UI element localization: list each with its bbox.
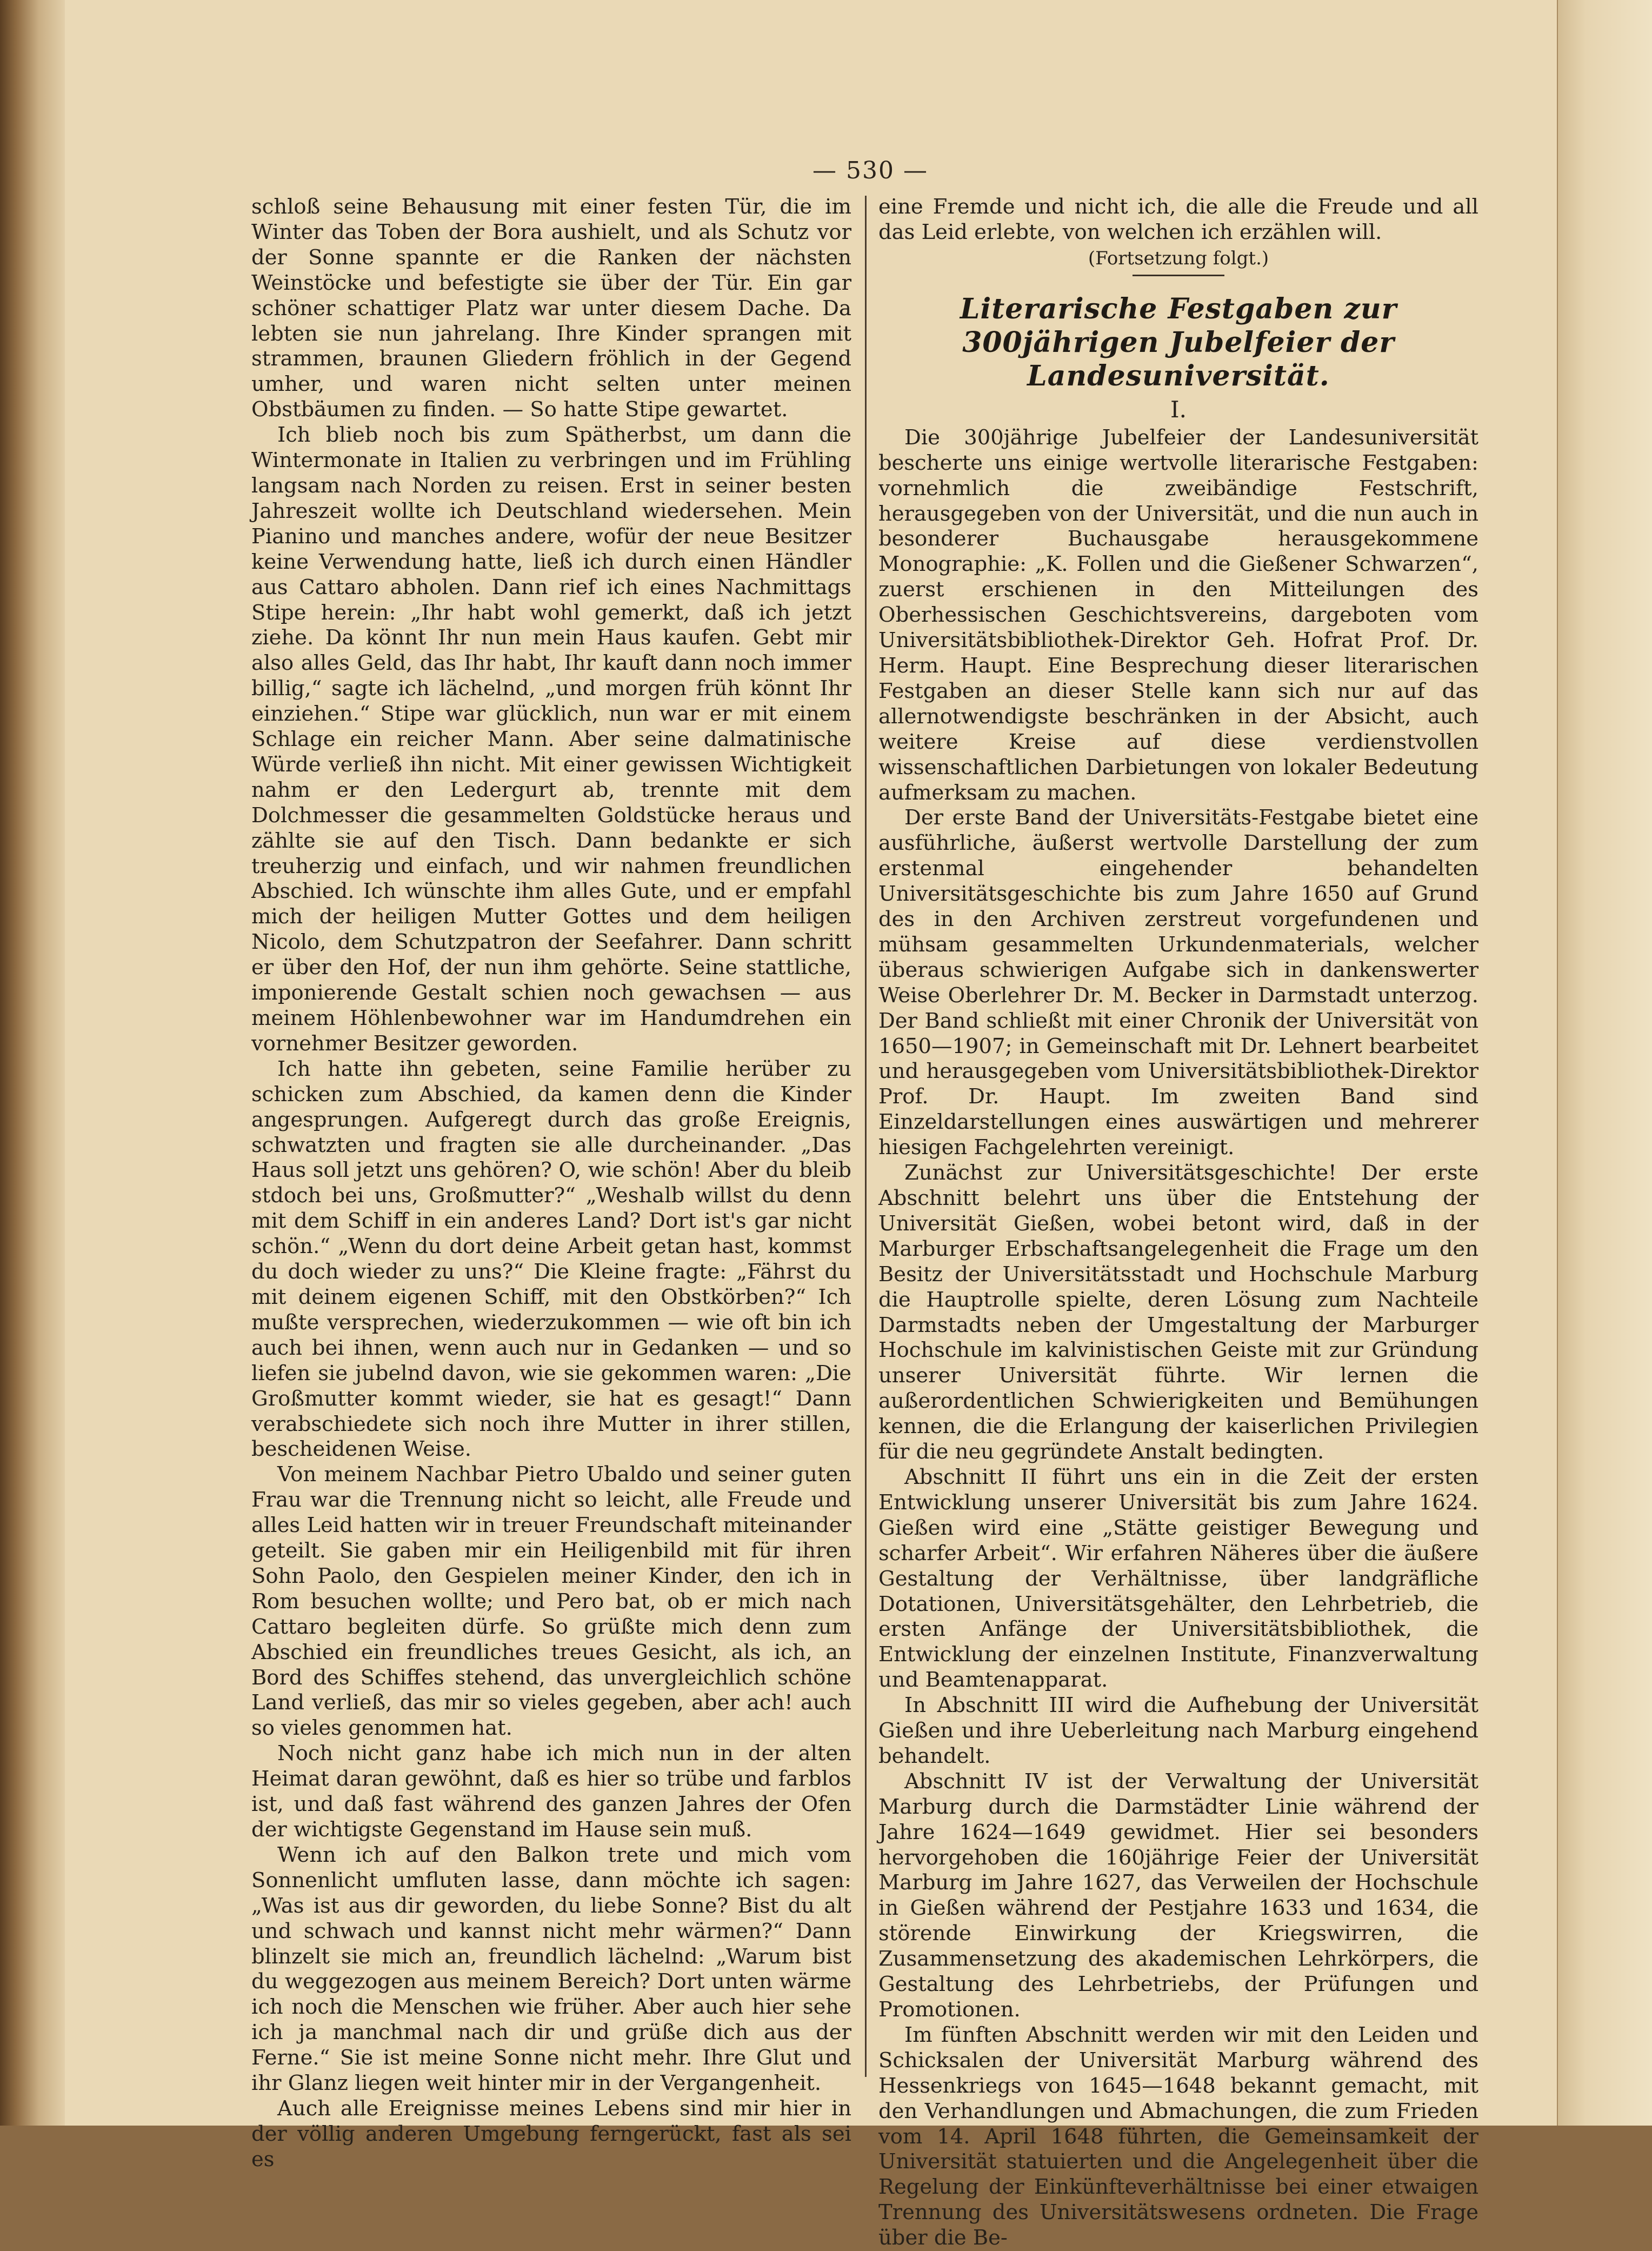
facing-page-edge	[1557, 0, 1652, 2126]
paragraph: In Abschnitt III wird die Aufhebung der Universität Gießen und ihre Ueberleitung nach Marburg eingehend behandelt.	[878, 1693, 1478, 1768]
paragraph: schloß seine Behausung mit einer festen Tür, die im Winter das Toben der Bora aushielt, und als Schutz vor der Sonne spannte er die Ranken der nächsten Weinstöcke und befestigte sie über der Tür. Ein gar schöner schattiger Platz war unter diesem Dache. Da lebten sie nun jahrelang. Ihre Kinder sprangen mit strammen, braunen Gliedern fröhlich in der Gegend umher, und waren nicht selten unter meinen Obstbäumen zu finden. — So hatte Stipe gewartet.	[251, 195, 851, 422]
column-divider	[865, 196, 867, 2077]
paragraph: Der erste Band der Universitäts-Festgabe bietet eine ausführliche, äußerst wertvolle Darstellung der zum erstenmal eingehender behandelten Universitätsgeschichte bis zum Jahre 1650 auf Grund des in den Archiven zerstreut vorgefundenen und mühsam gesammelten Urkundenmaterials, welcher überaus schwierigen Aufgabe sich in dankenswerter Weise Oberlehrer Dr. M. Becker in Darmstadt unterzog. Der Band schließt mit einer Chronik der Universität von 1650—1907; in Gemeinschaft mit Dr. Lehnert bearbeitet und herausgegeben vom Universitätsbibliothek-Direktor Prof. Dr. Haupt. Im zweiten Band sind Einzeldarstellungen eines auswärtigen und mehrerer hiesigen Fachgelehrten vereinigt.	[878, 805, 1478, 1160]
paragraph: Ich hatte ihn gebeten, seine Familie herüber zu schicken zum Abschied, da kamen denn die Kinder angesprungen. Aufgeregt durch das große Ereignis, schwatzten und fragten sie alle durcheinander. „Das Haus soll jetzt uns gehören? O, wie schön! Aber du bleib stdoch bei uns, Großmutter?“ „Weshalb willst du denn mit dem Schiff in ein anderes Land? Dort ist's gar nicht schön.“ „Wenn du dort deine Arbeit getan hast, kommst du doch wieder zu uns?“ Die Kleine fragte: „Fährst du mit deinem eigenen Schiff, mit den Obstkörben?“ Ich mußte versprechen, wiederzukommen — wie oft bin ich auch bei ihnen, wenn auch nur in Gedanken — und so liefen sie jubelnd davon, wie sie gekommen waren: „Die Großmutter kommt wieder, sie hat es gesagt!“ Dann verabschiedete sich noch ihre Mutter in ihrer stillen, bescheidenen Weise.	[251, 1056, 851, 1462]
page-number: — 530 —	[812, 157, 928, 184]
paragraph: Die 300jährige Jubelfeier der Landesuniversität bescherte uns einige wertvolle literarische Festgaben: vornehmlich die zweibändige Festschrift, herausgegeben von der Universität, und die nun auch in besonderer Buchausgabe herausgekommene Monographie: „K. Follen und die Gießener Schwarzen“, zuerst erschienen in den Mitteilungen des Oberhessischen Geschichtsvereins, dargeboten vom Universitätsbibliothek-Direktor Geh. Hofrat Prof. Dr. Herm. Haupt. Eine Besprechung dieser literarischen Festgaben an dieser Stelle kann sich nur auf das allernotwendigste beschränken in der Absicht, auch weitere Kreise auf diese verdienstvollen wissenschaftlichen Darbietungen von lokaler Bedeutung aufmerksam zu machen.	[878, 425, 1478, 805]
paragraph: Wenn ich auf den Balkon trete und mich vom Sonnenlicht umfluten lasse, dann möchte ich sagen: „Was ist aus dir geworden, du liebe Sonne? Bist du alt und schwach und kannst nicht mehr wärmen?“ Dann blinzelt sie mich an, freundlich lächelnd: „Warum bist du weggezogen aus meinem Bereich? Dort unten wärme ich noch die Menschen wie früher. Aber auch hier sehe ich ja manchmal nach dir und grüße dich aus der Ferne.“ Sie ist meine Sonne nicht mehr. Ihre Glut und ihr Glanz liegen weit hinter mir in der Vergangenheit.	[251, 1842, 851, 2096]
paragraph: Abschnitt II führt uns ein in die Zeit der ersten Entwicklung unserer Universität bis zum Jahre 1624. Gießen wird eine „Stätte geistiger Bewegung und scharfer Arbeit“. Wir erfahren Näheres über die äußere Gestaltung der Verhältnisse, über landgräfliche Dotationen, Universitätsgehälter, den Lehrbetrieb, die ersten Anfänge der Universitätsbibliothek, die Entwicklung der einzelnen Institute, Finanzverwaltung und Beamtenapparat.	[878, 1464, 1478, 1693]
book-spine-edge	[0, 0, 65, 2126]
paragraph: Noch nicht ganz habe ich mich nun in der alten Heimat daran gewöhnt, daß es hier so trübe und farblos ist, und daß fast während des ganzen Jahres der Ofen der wichtigste Gegenstand im Hause sein muß.	[251, 1741, 851, 1842]
continued-note: (Fortsetzung folgt.)	[1088, 247, 1269, 269]
section-divider-rule	[1133, 275, 1224, 276]
paragraph: Auch alle Ereignisse meines Lebens sind mir hier in der völlig anderen Umgebung ferngerückt, fast als sei es	[251, 2096, 851, 2172]
story-ending-paragraph: eine Fremde und nicht ich, die alle die Freude und all das Leid erlebte, von welchen ich erzählen will.	[878, 195, 1478, 244]
section-numeral: I.	[1170, 396, 1187, 423]
left-column	[251, 195, 851, 2173]
paragraph: Im fünften Abschnitt werden wir mit den Leiden und Schicksalen der Universität Marburg während des Hessenkriegs von 1645—1648 bekannt gemacht, mit den Verhandlungen und Abmachungen, die zum Frieden vom 14. April 1648 führten, die Gemeinsamkeit der Universität statuierten und die Angelegenheit über die Regelung der Einkünfteverhältnisse bei einer etwaigen Trennung des Universitätswesens ordneten. Die Frage über die Be-	[878, 2022, 1478, 2250]
paragraph: Abschnitt IV ist der Verwaltung der Universität Marburg durch die Darmstädter Linie während der Jahre 1624—1649 gewidmet. Hier sei besonders hervorgehoben die 160jährige Feier der Universität Marburg im Jahre 1627, das Verweilen der Hochschule in Gießen während der Pestjahre 1633 und 1634, die störende Einwirkung der Kriegswirren, die Zusammensetzung des akademischen Lehrkörpers, die Gestaltung des Lehrbetriebs, der Prüfungen und Promotionen.	[878, 1769, 1478, 2022]
article-title: Literarische Festgaben zur 300jährigen Jubelfeier der Landesuniversität.	[960, 292, 1397, 392]
paragraph: Von meinem Nachbar Pietro Ubaldo und seiner guten Frau war die Trennung nicht so leicht, alle Freude und alles Leid hatten wir in treuer Freundschaft miteinander geteilt. Sie gaben mir ein Heiligenbild mit für ihren Sohn Paolo, den Gespielen meiner Kinder, den ich in Rom besuchen wollte; und Pero bat, ob er mich nach Cattaro begleiten dürfe. So grüßte mich denn zum Abschied ein freundliches treues Gesicht, als ich, an Bord des Schiffes stehend, das unvergleichlich schöne Land verließ, das mir so vieles gegeben, aber ach! auch so vieles genommen hat.	[251, 1462, 851, 1741]
paragraph: Zunächst zur Universitätsgeschichte! Der erste Abschnitt belehrt uns über die Entstehung der Universität Gießen, wobei betont wird, daß in der Marburger Erbschaftsangelegenheit die Frage um den Besitz der Universitätsstadt und Hochschule Marburg die Hauptrolle spielte, deren Lösung zum Nachteile Darmstadts neben der Umgestaltung der Marburger Hochschule im kalvinistischen Geiste mit zur Gründung unserer Universität führte. Wir lernen die außerordentlichen Schwierigkeiten und Bemühungen kennen, die die Erlangung der kaiserlichen Privilegien für die neu gegründete Anstalt bedingten.	[878, 1161, 1478, 1464]
right-column	[878, 195, 1478, 2251]
paragraph: Ich blieb noch bis zum Spätherbst, um dann die Wintermonate in Italien zu verbringen und im Frühling langsam nach Norden zu reisen. Erst in seiner besten Jahreszeit wollte ich Deutschland wiedersehen. Mein Pianino und manches andere, wofür der neue Besitzer keine Verwendung hatte, ließ ich durch einen Händler aus Cattaro abholen. Dann rief ich eines Nachmittags Stipe herein: „Ihr habt wohl gemerkt, daß ich jetzt ziehe. Da könnt Ihr nun mein Haus kaufen. Gebt mir also alles Geld, das Ihr habt, Ihr kauft dann noch immer billig,“ sagte ich lächelnd, „und morgen früh könnt Ihr einziehen.“ Stipe war glücklich, nun war er mit einem Schlage ein reicher Mann. Aber seine dalmatinische Würde verließ ihn nicht. Mit einer gewissen Wichtigkeit nahm er den Ledergurt ab, trennte mit dem Dolchmesser die gesammelten Goldstücke heraus und zählte sie auf den Tisch. Dann bedankte er sich treuherzig und einfach, und wir nahmen freundlichen Abschied. Ich wünschte ihm alles Gute, und er empfahl mich der heiligen Mutter Gottes und dem heiligen Nicolo, dem Schutzpatron der Seefahrer. Dann schritt er über den Hof, der nun ihm gehörte. Seine stattliche, imponierende Gestalt schien noch gewachsen — aus meinem Höhlenbewohner war im Handumdrehen ein vornehmer Besitzer geworden.	[251, 423, 851, 1056]
article-body	[878, 425, 1478, 2251]
